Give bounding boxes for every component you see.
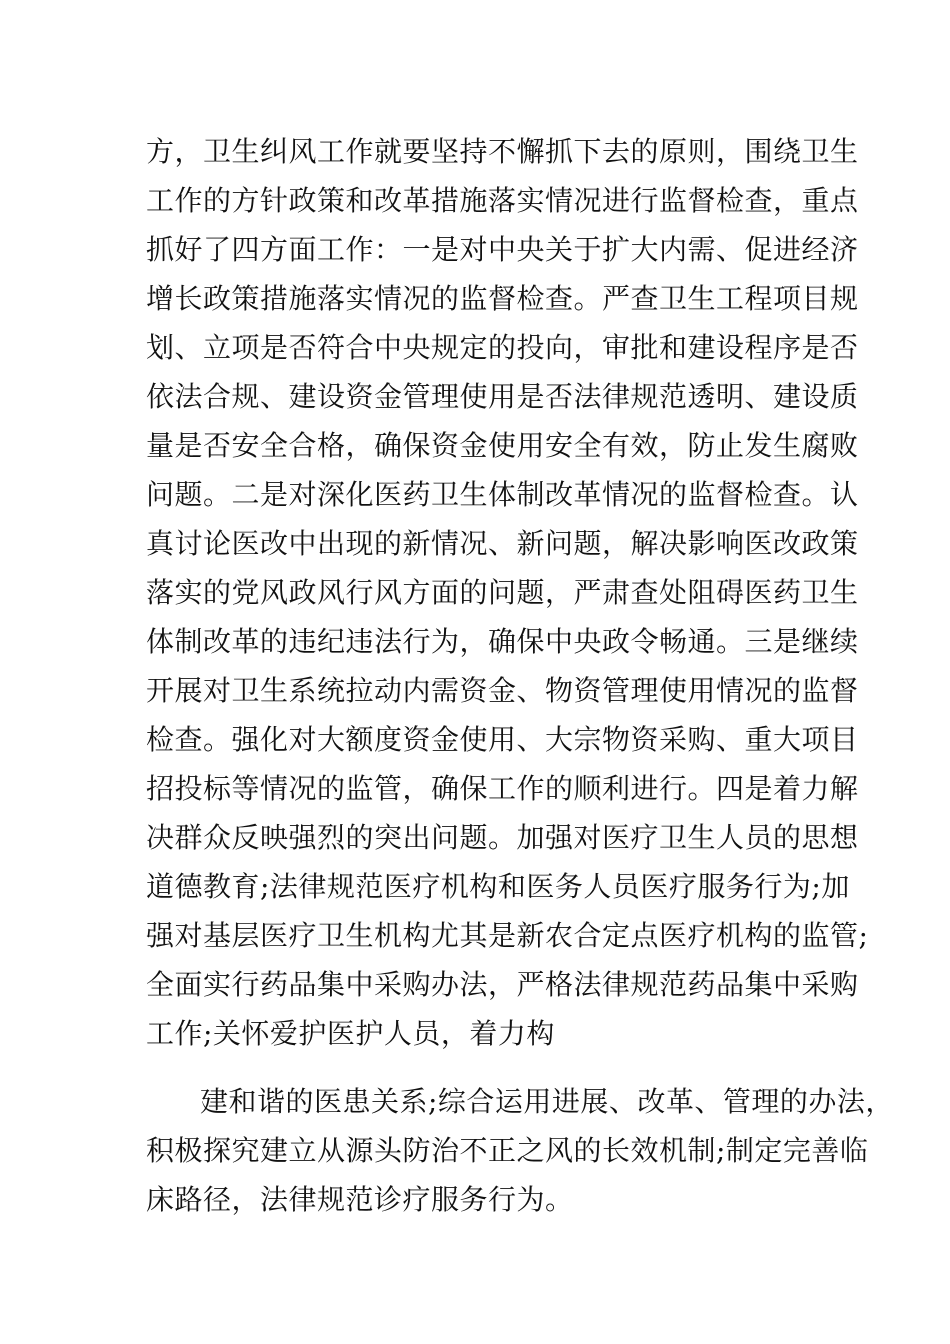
text-line: 落实的党风政风行风方面的问题，严肃查处阻碍医药卫生 bbox=[146, 576, 859, 609]
text-line: 检查。强化对大额度资金使用、大宗物资采购、重大项目 bbox=[146, 723, 859, 756]
text-line: 真讨论医改中出现的新情况、新问题，解决影响医改政策 bbox=[146, 527, 859, 560]
text-line: 依法合规、建设资金管理使用是否法律规范透明、建设质 bbox=[146, 380, 859, 413]
text-line: 强对基层医疗卫生机构尤其是新农合定点医疗机构的监管; bbox=[146, 919, 869, 952]
text-line: 工作的方针政策和改革措施落实情况进行监督检查，重点 bbox=[146, 184, 859, 217]
text-line: 抓好了四方面工作：一是对中央关于扩大内需、促进经济 bbox=[146, 233, 859, 266]
text-line: 建和谐的医患关系;综合运用进展、改革、管理的办法， bbox=[200, 1085, 894, 1118]
text-line: 体制改革的违纪违法行为，确保中央政令畅通。三是继续 bbox=[146, 625, 859, 658]
text-line: 全面实行药品集中采购办法，严格法律规范药品集中采购 bbox=[146, 968, 859, 1001]
text-line: 床路径，法律规范诊疗服务行为。 bbox=[146, 1183, 574, 1216]
text-line: 增长政策措施落实情况的监督检查。严查卫生工程项目规 bbox=[146, 282, 859, 315]
text-line: 道德教育;法律规范医疗机构和医务人员医疗服务行为;加 bbox=[146, 870, 850, 903]
text-line: 问题。二是对深化医药卫生体制改革情况的监督检查。认 bbox=[146, 478, 859, 511]
text-line: 方，卫生纠风工作就要坚持不懈抓下去的原则，围绕卫生 bbox=[146, 135, 859, 168]
paragraph-2 bbox=[146, 1077, 894, 1224]
text-line: 决群众反映强烈的突出问题。加强对医疗卫生人员的思想 bbox=[146, 821, 859, 854]
text-line: 开展对卫生系统拉动内需资金、物资管理使用情况的监督 bbox=[146, 674, 859, 707]
text-line: 划、立项是否符合中央规定的投向，审批和建设程序是否 bbox=[146, 331, 859, 364]
paragraph-1 bbox=[146, 127, 869, 1058]
text-line: 量是否安全合格，确保资金使用安全有效，防止发生腐败 bbox=[146, 429, 859, 462]
text-line: 积极探究建立从源头防治不正之风的长效机制;制定完善临 bbox=[146, 1134, 869, 1167]
text-line: 工作;关怀爱护医护人员，着力构 bbox=[146, 1017, 555, 1050]
text-line: 招投标等情况的监管，确保工作的顺利进行。四是着力解 bbox=[146, 772, 859, 805]
